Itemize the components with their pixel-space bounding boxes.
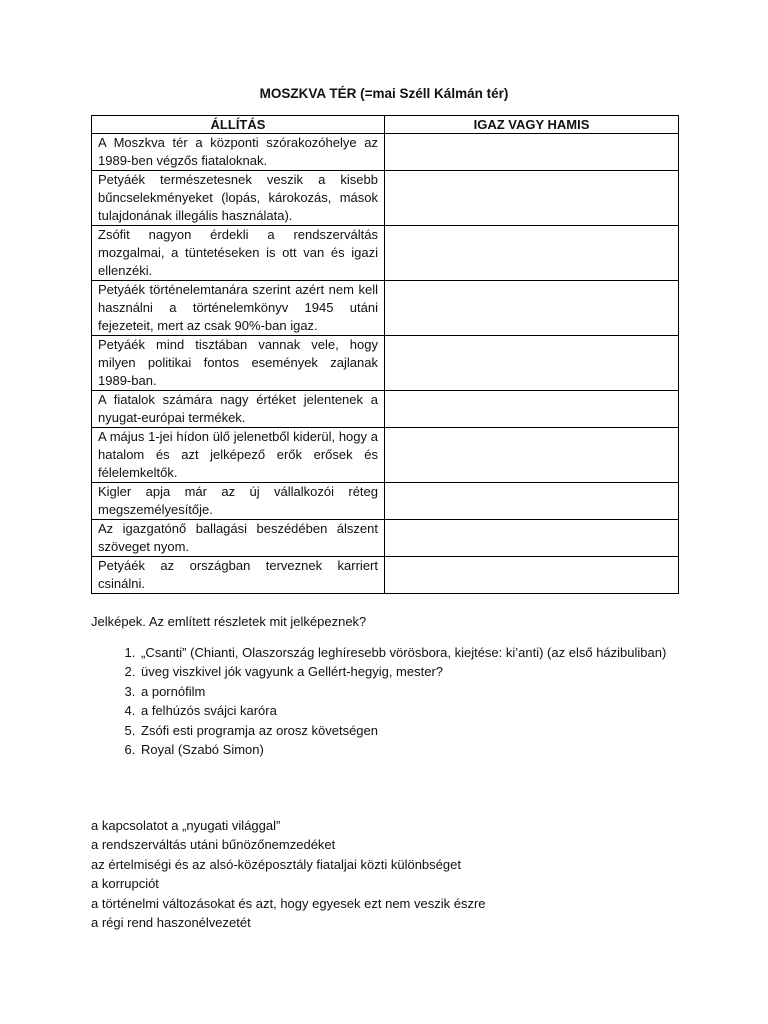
statement-cell: A május 1-jei hídon ülő jelenetből kiderül, hogy a hatalom és azt jelképező erők erősek és félelemkeltők.	[92, 428, 385, 483]
statement-cell: A fiatalok számára nagy értéket jelentenek a nyugat-európai termékek.	[92, 391, 385, 428]
table-row	[92, 520, 679, 557]
symbols-list	[91, 643, 699, 759]
answer-option: a korrupciót	[91, 876, 159, 892]
table-row	[92, 336, 679, 391]
table-row	[92, 557, 679, 594]
statement-cell: Petyáék az országban terveznek karriert csinálni.	[92, 557, 385, 594]
list-item: 5. Zsófi esti programja az orosz követségen	[139, 721, 699, 740]
answer-cell[interactable]	[385, 520, 679, 557]
statement-cell: Petyáék természetesnek veszik a kisebb bűncselekményeket (lopás, károkozás, mások tulajdonának illegális használata).	[92, 171, 385, 226]
table-row	[92, 226, 679, 281]
statement-cell: Kigler apja már az új vállalkozói réteg megszemélyesítője.	[92, 483, 385, 520]
table-row	[92, 134, 679, 171]
list-item: 6. Royal (Szabó Simon)	[139, 740, 699, 759]
table-header-row	[92, 116, 679, 134]
header-statement: ÁLLÍTÁS	[92, 116, 385, 134]
symbols-question: Jelképek. Az említett részletek mit jelképeznek?	[91, 614, 367, 629]
statement-cell: A Moszkva tér a központi szórakozóhelye az 1989-ben végzős fiataloknak.	[92, 134, 385, 171]
list-item: 2. üveg viszkivel jók vagyunk a Gellért-hegyig, mester?	[139, 662, 699, 681]
answer-option: az értelmiségi és az alsó-középosztály fiataljai közti különbséget	[91, 856, 461, 872]
statement-cell: Petyáék történelemtanára szerint azért nem kell használni a történelemkönyv 1945 utáni fejezeteit, mert az csak 90%-ban igaz.	[92, 281, 385, 336]
answer-option: a régi rend haszonélvezetét	[91, 915, 251, 931]
header-true-false: IGAZ VAGY HAMIS	[385, 116, 679, 134]
answer-cell[interactable]	[385, 483, 679, 520]
answer-option: a történelmi változásokat és azt, hogy egyesek ezt nem veszik észre	[91, 895, 486, 911]
answer-options	[91, 816, 486, 932]
statement-cell: Az igazgatónő ballagási beszédében álszent szöveget nyom.	[92, 520, 385, 557]
answer-cell[interactable]	[385, 134, 679, 171]
answer-option: a kapcsolatot a „nyugati világgal”	[91, 818, 281, 833]
list-item: 1. „Csanti” (Chianti, Olaszország leghíresebb vörösbora, kiejtése: ki’anti) (az első házibuliban)	[139, 643, 699, 662]
list-item: 4. a felhúzós svájci karóra	[139, 701, 699, 720]
table-row	[92, 171, 679, 226]
statements-table	[91, 115, 679, 594]
table-row	[92, 391, 679, 428]
answer-cell[interactable]	[385, 336, 679, 391]
list-item: 3. a pornófilm	[139, 682, 699, 701]
table-row	[92, 281, 679, 336]
answer-option: a rendszerváltás utáni bűnözőnemzedéket	[91, 837, 336, 853]
statement-cell: Petyáék mind tisztában vannak vele, hogy milyen politikai fontos események zajlanak 1989-ban.	[92, 336, 385, 391]
answer-cell[interactable]	[385, 391, 679, 428]
page-title: MOSZKVA TÉR (=mai Széll Kálmán tér)	[259, 86, 509, 101]
table-row	[92, 483, 679, 520]
statement-cell: Zsófit nagyon érdekli a rendszerváltás mozgalmai, a tüntetéseken is ott van és igazi ellenzéki.	[92, 226, 385, 281]
table-row	[92, 428, 679, 483]
answer-cell[interactable]	[385, 557, 679, 594]
answer-cell[interactable]	[385, 226, 679, 281]
answer-cell[interactable]	[385, 171, 679, 226]
answer-cell[interactable]	[385, 281, 679, 336]
answer-cell[interactable]	[385, 428, 679, 483]
